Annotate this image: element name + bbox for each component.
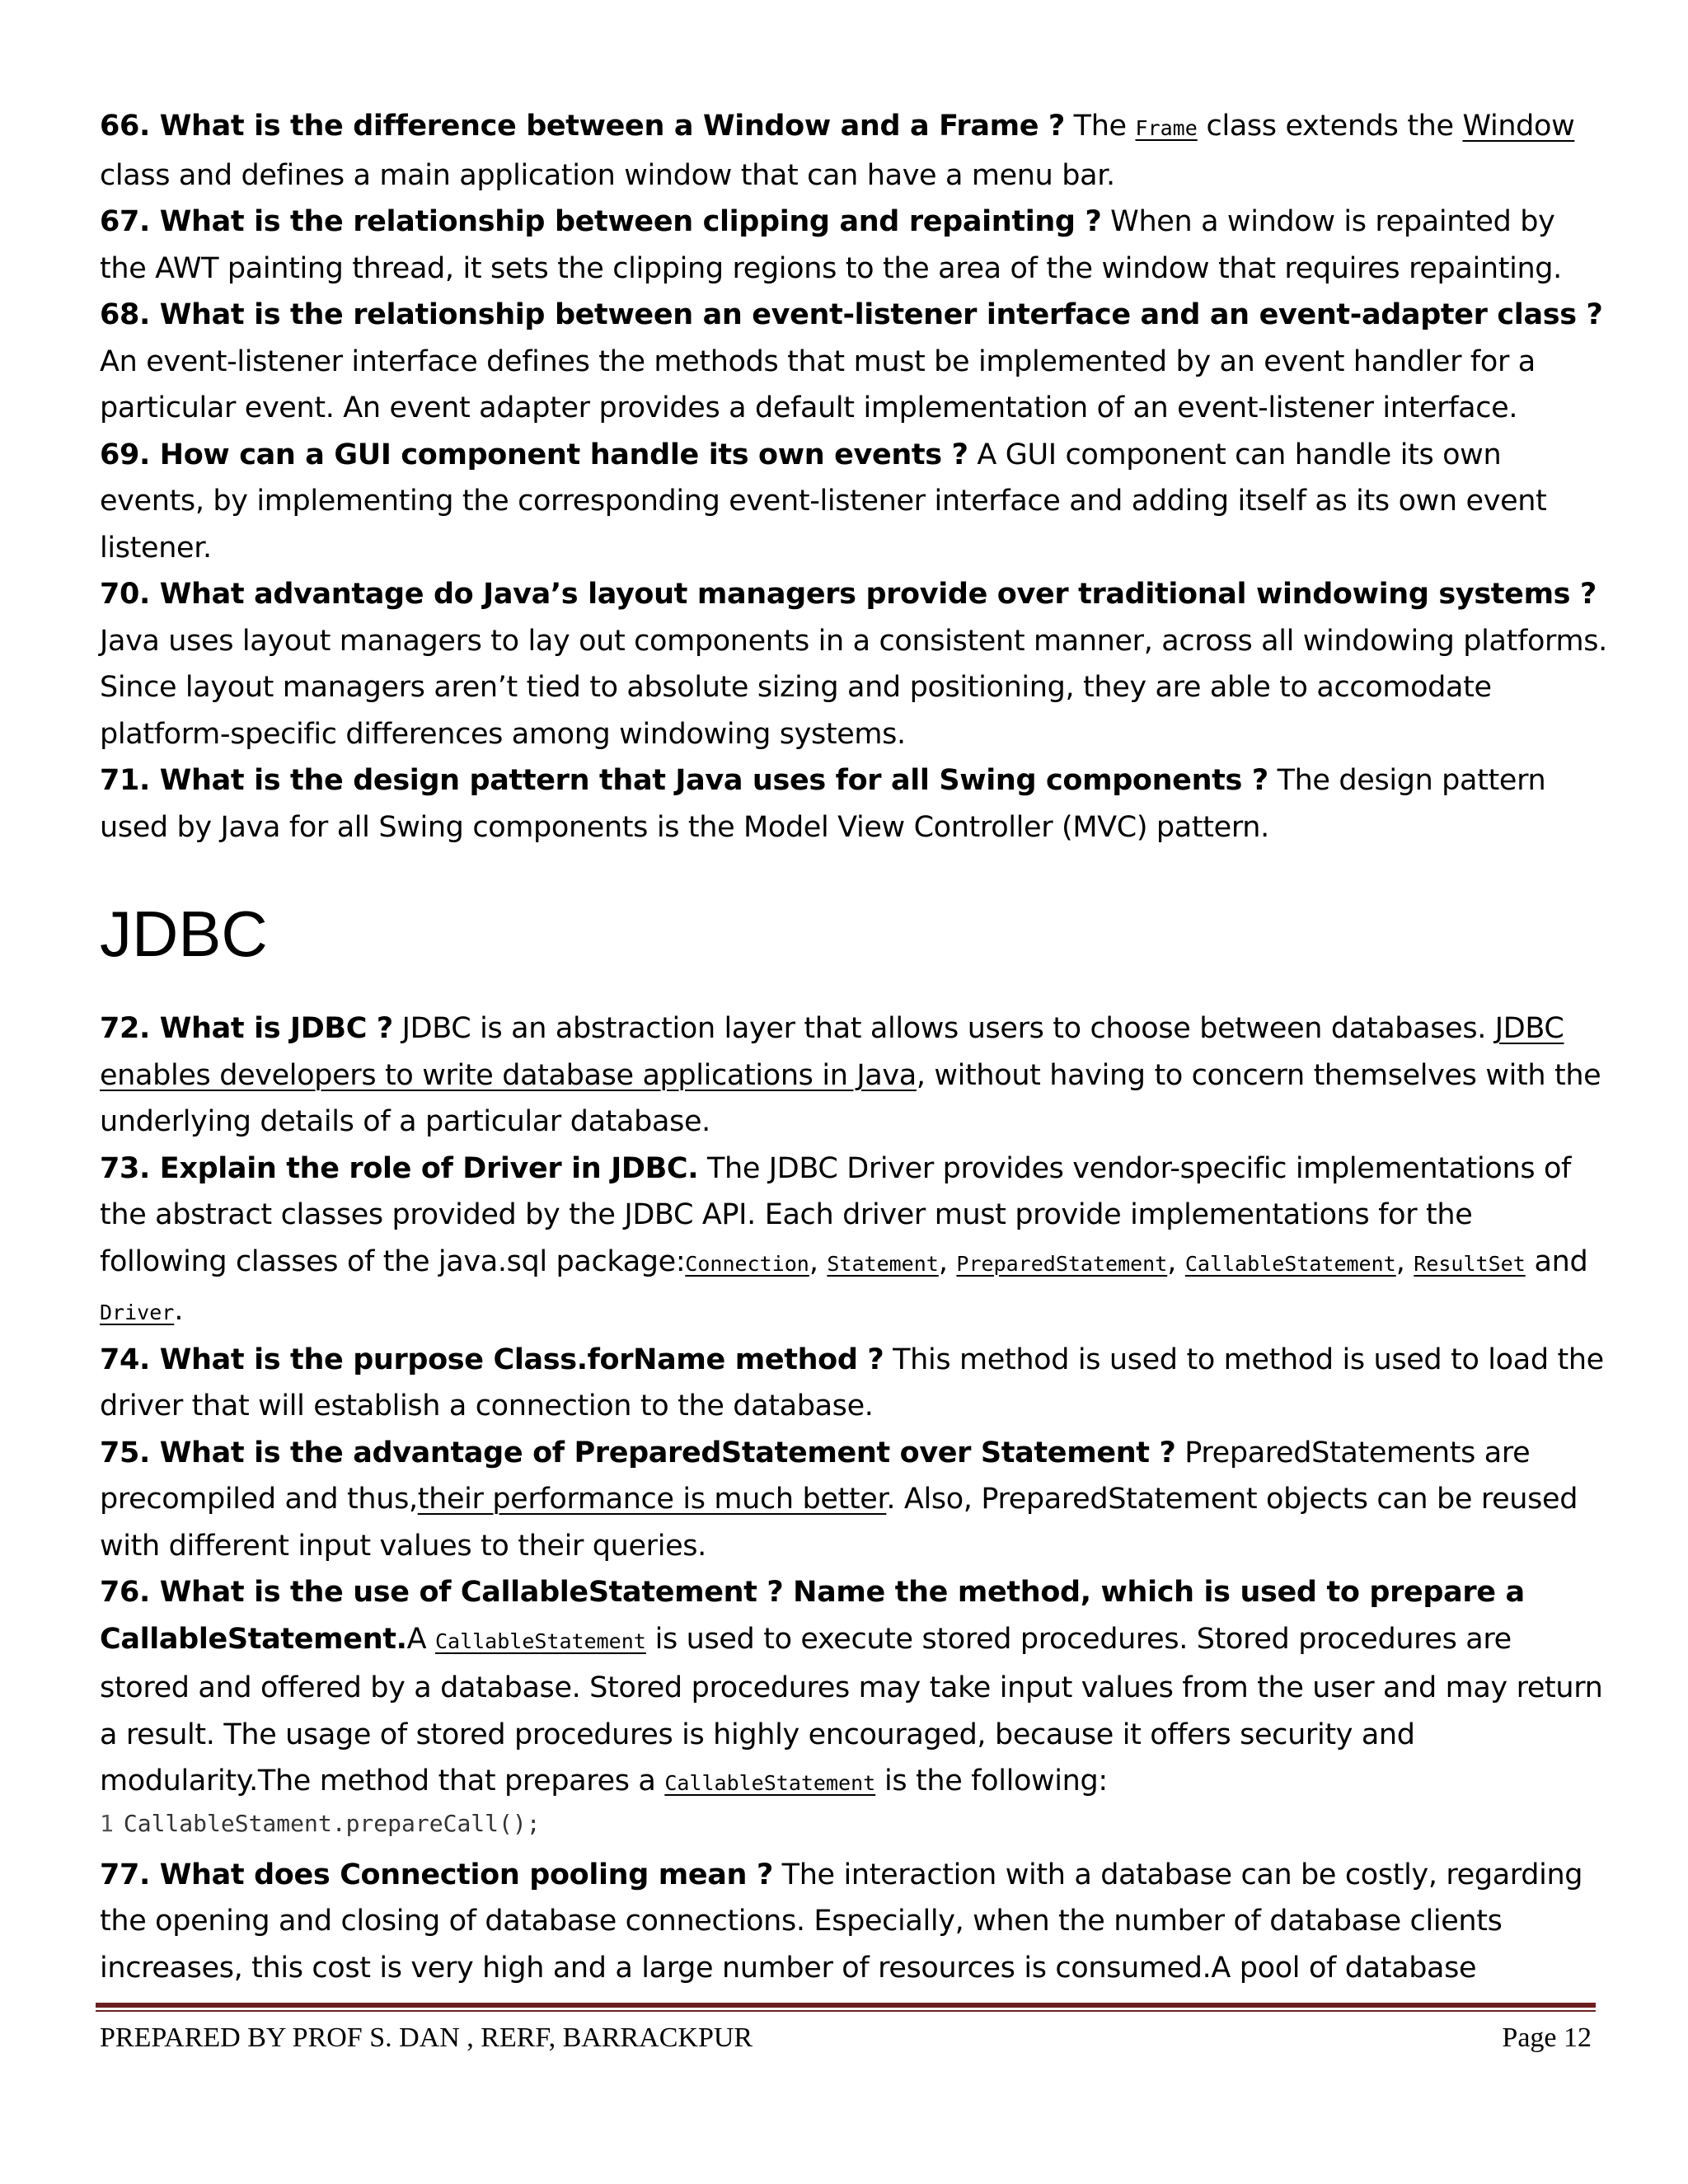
link-performance[interactable]: their performance is much better: [417, 1483, 887, 1516]
qa-66: [100, 103, 1608, 199]
answer-68: An event-listener interface defines the methods that must be implemented by an event handler for a particular event. An event adapter provides a default implementation of an event-listener interface.: [100, 344, 1536, 424]
sep-3: ,: [1167, 1244, 1185, 1278]
qa-68: [100, 292, 1608, 432]
code-callablestatement-1[interactable]: CallableStatement: [434, 1629, 646, 1653]
answer-73-text: The JDBC Driver provides vendor-specific implementations of the abstract classes provided by the JDBC API. Each driver must provide implementations for the following classes of the java.sql package:: [100, 1151, 1572, 1278]
and-text: and: [1525, 1244, 1588, 1278]
answer-70: Java uses layout managers to lay out components in a consistent manner, across all windowing platforms. Since layout managers aren’t tied to absolute sizing and positioning, they are able to accomodate platform-specific differences among windowing systems.: [100, 624, 1607, 751]
qa-77: [100, 1852, 1608, 1992]
answer-74: This method is used to method is used to load the driver that will establish a connection to the database.: [100, 1343, 1604, 1422]
code-driver[interactable]: Driver: [100, 1301, 175, 1324]
question-75: 75. What is the advantage of PreparedStatement over Statement ?: [100, 1436, 1176, 1469]
answer-75-text-2: . Also, PreparedStatement objects can be reused with different input values to their queries.: [100, 1483, 1578, 1563]
answer-76-text-2: is used to execute stored procedures. Stored procedures are stored and offered by a database. Stored procedures may take input values from the user and may return a result. The usage of stored procedures is highly encouraged, because it offers security and modularity.The method that prepares a: [100, 1622, 1603, 1797]
code-statement[interactable]: Statement: [827, 1251, 939, 1276]
footer-page-number: Page 12: [1502, 2022, 1592, 2053]
answer-66-text-3: class and defines a main application window that can have a menu bar.: [100, 158, 1115, 192]
end-period: .: [174, 1294, 184, 1327]
answer-67: When a window is repainted by the AWT painting thread, it sets the clipping regions to the area of the window that requires repainting.: [100, 205, 1562, 285]
link-jdbc-enables[interactable]: JDBC enables developers to write database applications in Java: [100, 1012, 1564, 1092]
question-67: 67. What is the relationship between clipping and repainting ?: [100, 205, 1102, 238]
code-callablestatement-2[interactable]: CallableStatement: [664, 1771, 876, 1795]
question-68: 68. What is the relationship between an event-listener interface and an event-adapter class ?: [100, 298, 1603, 331]
footer-author: PREPARED BY PROF S. DAN , RERF, BARRACKPUR: [100, 2022, 753, 2053]
answer-75-text: PreparedStatements are precompiled and thus,: [100, 1436, 1531, 1516]
answer-76-text: A: [406, 1622, 435, 1656]
question-72: 72. What is JDBC ?: [100, 1012, 393, 1045]
qa-67: [100, 199, 1608, 292]
qa-75: [100, 1430, 1608, 1570]
code-resultset[interactable]: ResultSet: [1414, 1251, 1526, 1276]
answer-77: The interaction with a database can be costly, regarding the opening and closing of database connections. Especially, when the number of database clients increases, this cost is very high and a large number of resources is consumed.A pool of database: [100, 1858, 1583, 1985]
question-73: 73. Explain the role of Driver in JDBC.: [100, 1151, 699, 1185]
sep-2: ,: [938, 1244, 957, 1278]
qa-71: [100, 757, 1608, 851]
question-66: 66. What is the difference between a Window and a Frame ?: [100, 110, 1065, 143]
section-heading-jdbc: JDBC: [100, 898, 268, 970]
question-77: 77. What does Connection pooling mean ?: [100, 1858, 773, 1891]
footer-rule: [96, 2003, 1596, 2008]
sep-1: ,: [809, 1244, 828, 1278]
qa-72: [100, 1005, 1608, 1146]
qa-74: [100, 1337, 1608, 1430]
question-71: 71. What is the design pattern that Java uses for all Swing components ?: [100, 764, 1268, 797]
answer-66-text: The: [1064, 110, 1136, 143]
link-window[interactable]: Window: [1462, 110, 1575, 143]
answer-66-text-2: class extends the: [1197, 110, 1463, 143]
question-69: 69. How can a GUI component handle its own events ?: [100, 438, 968, 471]
answer-72-text: JDBC is an abstraction layer that allows users to choose between databases.: [392, 1012, 1495, 1045]
qa-73: [100, 1146, 1608, 1337]
answer-69: A GUI component can handle its own events, by implementing the corresponding event-listener interface and adding itself as its own event listener.: [100, 438, 1547, 565]
footer-rule-thin: [96, 2010, 1596, 2012]
question-76: 76. What is the use of CallableStatement ? Name the method, which is used to prepare a CallableStatement.: [100, 1576, 1525, 1656]
qa-70: [100, 571, 1608, 757]
answer-71: The design pattern used by Java for all Swing components is the Model View Controller (MVC) pattern.: [100, 764, 1546, 844]
question-74: 74. What is the purpose Class.forName method ?: [100, 1343, 884, 1376]
sep-4: ,: [1395, 1244, 1414, 1278]
qa-69: [100, 432, 1608, 572]
code-connection[interactable]: Connection: [685, 1251, 809, 1276]
code-line-number: 1: [100, 1809, 114, 1837]
code-callablestatement[interactable]: CallableStatement: [1184, 1251, 1396, 1276]
page-footer: [100, 2018, 1592, 2059]
question-70: 70. What advantage do Java’s layout managers provide over traditional windowing systems ?: [100, 578, 1597, 611]
answer-72-text-2: , without having to concern themselves with the underlying details of a particular database.: [100, 1058, 1601, 1138]
code-line-text: CallableStament.prepareCall();: [123, 1809, 541, 1837]
page-content: [100, 103, 1608, 1991]
code-frame[interactable]: Frame: [1135, 116, 1198, 140]
answer-76-text-3: is the following:: [875, 1765, 1108, 1797]
qa-76: [100, 1569, 1608, 1807]
code-snippet: [100, 1807, 1608, 1840]
code-preparedstatement[interactable]: PreparedStatement: [956, 1251, 1168, 1276]
